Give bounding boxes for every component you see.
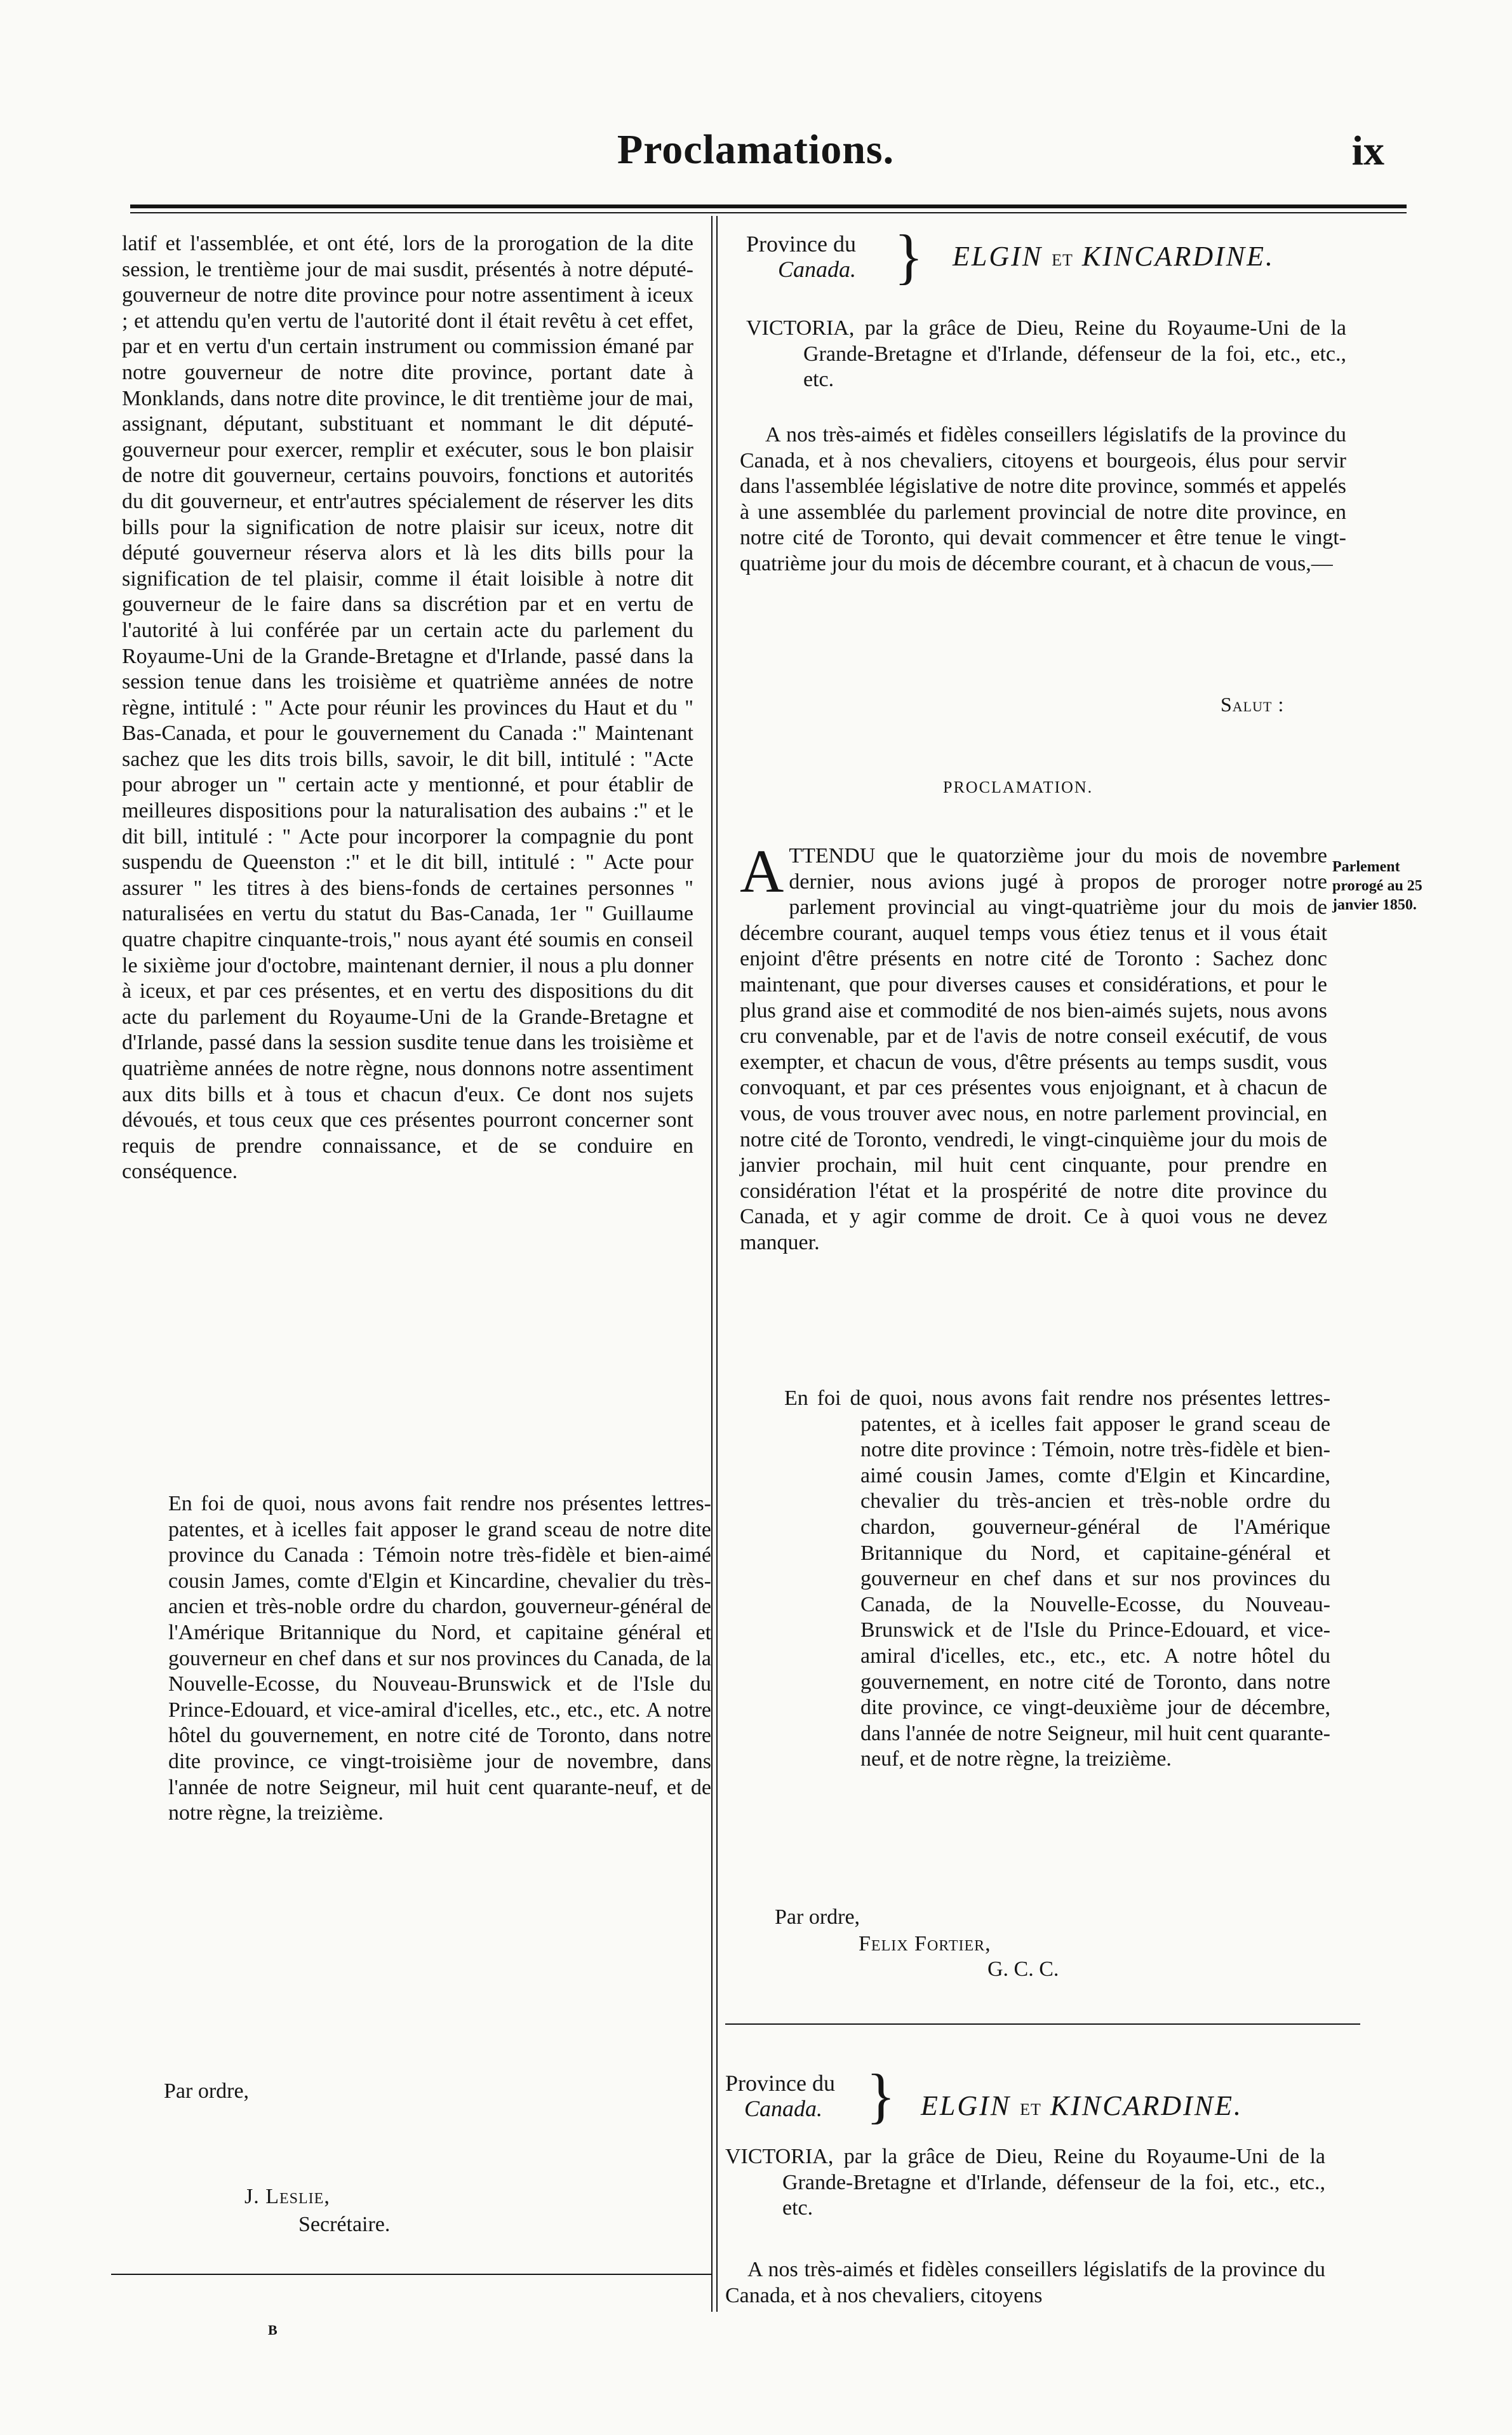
address-paragraph-2: A nos très-aimés et fidèles conseillers législatifs de la province du Canada, et à nos chevaliers, citoyens: [725, 2258, 1325, 2307]
left-par-ordre: Par ordre,: [164, 2079, 250, 2103]
province-label-2: Province du Canada.: [725, 2070, 835, 2121]
left-body-text: latif et l'assemblée, et ont été, lors de la prorogation de la dite session, le trentième jour de mai susdit, présentés à notre député-gouverneur de notre dite province pour notre assentiment à iceux ; et attendu qu'en vertu de l'autorité dont il était revêtu à cet effet, par et en vertu d'un certain instrument ou commission émané par notre gouverneur de notre dite province, portant date à Monklands, dans notre dite province, le dit trentième jour de mai, assignant, députant, substituant et nommant le dit député-gouverneur pour exercer, remplir et exécuter, sous le bon plaisir de notre dit gouverneur, certains pouvoirs, fonctions et autorités du dit gouverneur, et entr'autres spécialement de réserver les dits bills pour la signification de notre plaisir sur iceux, notre dit député gouverneur réserva alors et là les dits bills pour la signification de tel plaisir, comme il était loisible à notre dit gouverneur de le faire dans sa discrétion par et en vertu de l'autorité à lui conférée par un certain acte du parlement du Royaume-Uni de la Grande-Bretagne et d'Irlande, passé dans la session tenue dans les troisième et quatrième années de notre règne, intitulé : " Acte pour réunir les provinces du Haut et du " Bas-Canada, et pour le gouvernement du Canada :" Maintenant sachez que les dits trois bills, savoir, le dit bill, intitulé : "Acte pour abroger un " certain acte y mentionné, et pour établir de meilleures dispositions pour la naturalisation des aubains :" et le dit bill, intitulé : " Acte pour incorporer la compagnie du pont suspendu de Queenston :" et le dit bill, intitulé : " Acte pour assurer " les titres à des biens-fonds de certaines personnes " naturalisées en vertu du statut du Bas-Canada, 1er " Guillaume quatre chapitre cinquante-trois," nous ayant été soumis en conseil le sixième jour d'octobre, maintenant dernier, il nous a plu donner à iceux, et par ces présentes, et en vertu des dispositions du dit acte du parlement du Royaume-Uni de la Grande-Bretagne et d'Irlande, passé dans la session susdite tenue dans les troisième et quatrième années de notre règne, nous donnons notre assentiment aux dits bills et à tous et chacun d'eux. Ce dont nos sujets dévoués, et tous ceux que ces présentes pourront concerner sont requis de prendre connaissance, et de se conduire en conséquence.: [122, 232, 693, 1184]
page-title: Proclamations.: [617, 126, 895, 173]
proclamation-heading: PROCLAMATION.: [943, 778, 1094, 796]
column-divider-2: [716, 216, 718, 2312]
left-signer: J. Leslie,: [244, 2185, 330, 2208]
address-paragraph: A nos très-aimés et fidèles conseillers législatifs de la province du Canada, et à nos chevaliers, citoyens et bourgeois, élus pour servir dans l'assemblée législative de notre dite province, sommés et appelés à une assemblée du parlement provincial de notre dite province, en notre cité de Toronto, qui devait commencer et être tenue le vingt-quatrième jour du mois de décembre courant, et à chacun de vous,—: [740, 423, 1346, 575]
right-en-foi: En foi de quoi, nous avons fait rendre nos présentes lettres-patentes, et à icelles fait apposer le grand sceau de notre dite province : Témoin, notre très-fidèle et bien-aimé cousin James, comte d'Elgin et Kincardine, chevalier du très-ancien et très-noble ordre du chardon, gouverneur-général de l'Amérique Britannique du Nord, et capitaine-général et gouverneur en chef dans et sur nos provinces du Canada, de la Nouvelle-Ecosse, du Nouveau-Brunswick et de l'Isle du Prince-Edouard, et vice-amiral d'icelles, etc., etc., etc. A notre hôtel du gouvernement, en notre cité de Toronto, dans notre dite province, ce vingt-deuxième jour de décembre, dans l'année de notre Seigneur, mil huit cent quarante-neuf, et de notre règne, la treizième.: [784, 1386, 1330, 1771]
left-en-foi: En foi de quoi, nous avons fait rendre nos présentes lettres-patentes, et à icelles fait apposer le grand sceau de notre dite province du Canada : Témoin notre très-fidèle et bien-aimé cousin James, comte d'Elgin et Kincardine, chevalier du très-ancien et très-noble ordre du chardon, gouverneur-général de l'Amérique Britannique du Nord, et capitaine général et gouverneur en chef dans et sur nos provinces du Canada, de la Nouvelle-Ecosse, du Nouveau-Brunswick et de l'Isle du Prince-Edouard, et vice-amiral d'icelles, etc., etc., etc. A notre hôtel du gouvernement, en notre cité de Toronto, dans notre dite province, ce vingt-troisième jour de novembre, dans l'année de notre Seigneur, mil huit cent quarante-neuf, et de notre règne, la treizième.: [168, 1492, 711, 1825]
salut: Salut :: [1221, 693, 1285, 716]
right-signer: Felix Fortier,: [859, 1932, 991, 1955]
province-label: Province du Canada.: [746, 231, 857, 282]
header-rule-thick: [130, 205, 1407, 208]
left-signer-title: Secrétaire.: [298, 2213, 391, 2236]
victoria-title-2: VICTORIA, par la grâce de Dieu, Reine du Royaume-Uni de la Grande-Bretagne et d'Irlande, défenseur de la foi, etc., etc., etc.: [725, 2145, 1325, 2220]
column-divider: [711, 216, 713, 2312]
page-number: ix: [1351, 128, 1384, 174]
signature-mark: B: [268, 2322, 278, 2338]
brace-icon: }: [894, 222, 924, 290]
brace-icon-2: }: [866, 2062, 896, 2130]
right-par-ordre: Par ordre,: [775, 1905, 860, 1929]
left-bottom-rule: [111, 2274, 711, 2275]
right-separator: [725, 2023, 1360, 2025]
margin-note: Parlement prorogé au 25 janvier 1850.: [1332, 859, 1422, 913]
victoria-title: VICTORIA, par la grâce de Dieu, Reine du Royaume-Uni de la Grande-Bretagne et d'Irlande, défenseur de la foi, etc., etc., etc.: [746, 316, 1346, 392]
attendu-paragraph: ATTENDU que le quatorzième jour du mois de novembre dernier, nous avions jugé à propos de proroger notre parlement provincial au vingt-quatrième jour du mois de décembre courant, auquel temps vous étiez tenus et il vous était enjoint d'être présents en notre cité de Toronto : Sachez donc maintenant, que pour diverses causes et considérations, et pour le plus grand aise et commodité de nos bien-aimés sujets, nous avons cru convenable, par et de l'avis de notre conseil exécutif, de vous exempter, et chacun de vous, d'être présents au temps susdit, vous convoquant, et par ces présentes vous enjoignant, et à chacun de vous, de vous trouver avec nous, en notre parlement provincial, en notre cité de Toronto, vendredi, le vingt-cinquième jour du mois de janvier prochain, mil huit cent cinquante, pour prendre en considération l'état et la prospérité de notre dite province du Canada, et y agir comme de droit. Ce à quoi vous ne devez manquer.: [740, 837, 1327, 1254]
elgin-kincardine-heading: ELGIN ET KINCARDINE.: [953, 241, 1274, 272]
header-rule-thin: [130, 212, 1407, 213]
right-signer-title: G. C. C.: [987, 1957, 1059, 1981]
elgin-kincardine-heading-2: ELGIN ET KINCARDINE.: [921, 2090, 1243, 2121]
